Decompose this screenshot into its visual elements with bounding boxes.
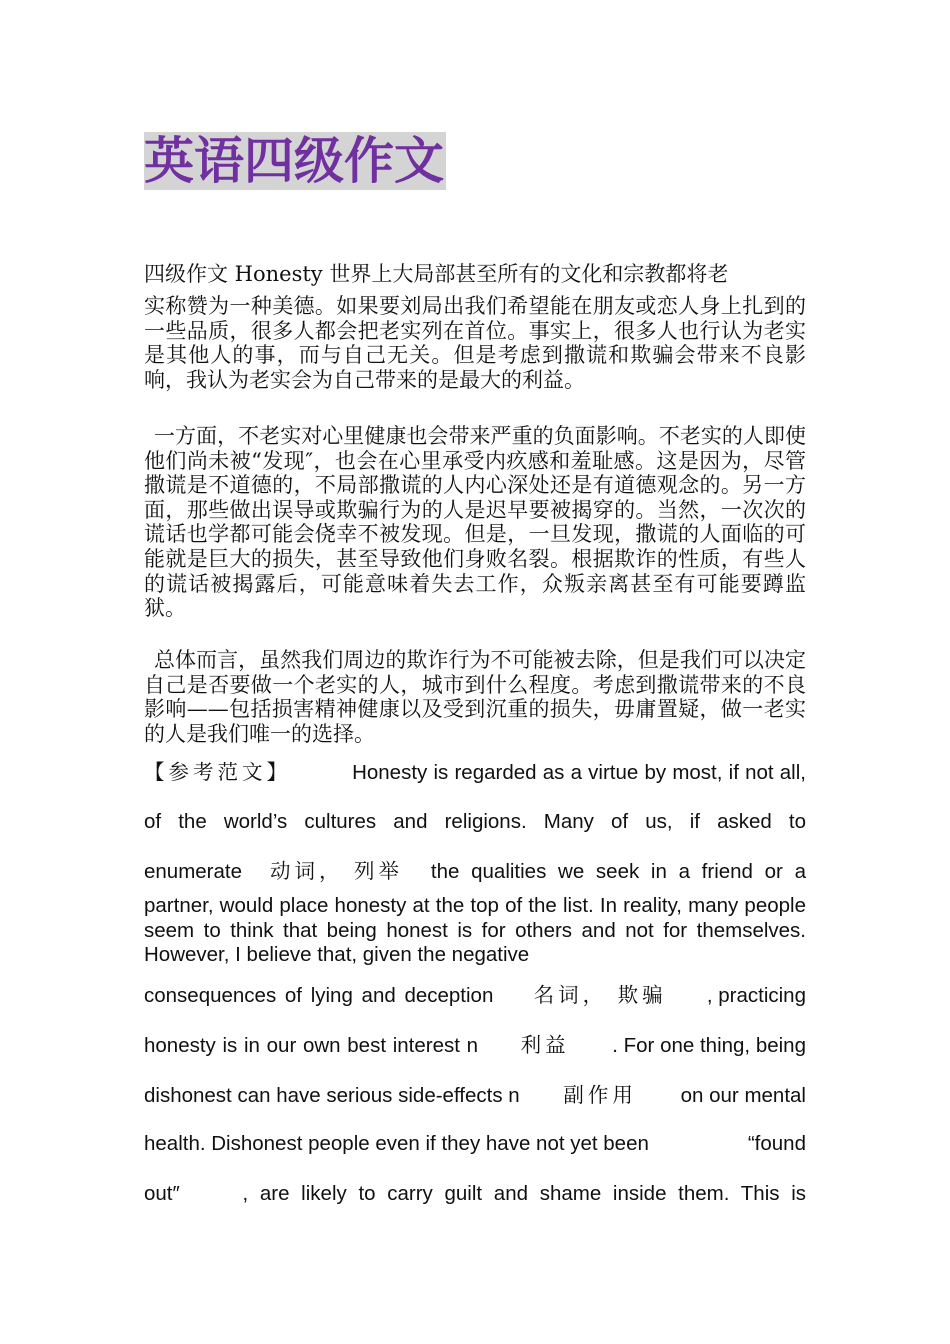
english-line-11-b: , are likely to carry guilt and shame inside them. This is xyxy=(242,1182,806,1205)
english-line-8 xyxy=(144,1033,806,1058)
chinese-paragraph-1: 实称赞为一种美德。如果要刘局出我们希望能在朋友或恋人身上扎到的一些品质，很多人都会把老实列在首位。事实上，很多人也行认为老实是其他人的事，而与自己无关。但是考虑到撒谎和欺骗会带来不良影响，我认为老实会为自己带来的是最大的利益。 xyxy=(144,294,806,392)
gloss-enumerate: 动词， 列举 xyxy=(269,859,403,883)
english-line-3 xyxy=(144,859,806,884)
english-line-2: of the world’s cultures and religions. Many of us, if asked to xyxy=(144,810,806,833)
english-block-1: partner, would place honesty at the top of the list. In reality, many people seem to think that being honest is for others and not for themselves. However, I believe that, given the negative xyxy=(144,894,806,967)
chinese-first-line: 四级作文 Honesty 世界上大局部甚至所有的文化和宗教都将老 xyxy=(144,262,729,286)
document-title: 英语四级作文 xyxy=(144,132,444,190)
english-line-9-a: dishonest can have serious side-effects n xyxy=(144,1084,520,1107)
english-line-9 xyxy=(144,1083,806,1108)
english-line-8-a: honesty is in our own best interest n xyxy=(144,1034,479,1057)
english-line-10-a: health. Dishonest people even if they have not yet been xyxy=(144,1132,649,1155)
gloss-deception: 名词， 欺骗 xyxy=(533,983,667,1007)
english-line-7-a: consequences of lying and deception xyxy=(144,984,494,1007)
chinese-paragraph-3: 总体而言，虽然我们周边的欺诈行为不可能被去除，但是我们可以决定自己是否要做一个老实的人，城市到什么程度。考虑到撒谎带来的不良影响——包括损害精神健康以及受到沉重的损失，毋庸置疑，做一老实的人是我们唯一的选择。 xyxy=(144,648,806,746)
english-line-1-text: Honesty is regarded as a virtue by most, if not all, xyxy=(352,761,806,784)
english-line-7-b: , practicing xyxy=(706,984,806,1007)
english-line-1 xyxy=(144,760,806,785)
reference-label: 【参考范文】 xyxy=(144,760,291,784)
english-line-11-a: out″ xyxy=(144,1182,180,1205)
english-line-10 xyxy=(144,1132,806,1156)
title-container xyxy=(144,132,446,190)
english-line-7 xyxy=(144,983,806,1008)
english-line-10-b: “found xyxy=(747,1132,806,1155)
english-line-9-b: on our mental xyxy=(680,1084,806,1107)
english-line-3-b: the qualities we seek in a friend or a xyxy=(430,860,806,883)
gloss-interest: 利益 xyxy=(520,1033,570,1057)
gloss-side-effects: 副作用 xyxy=(563,1083,637,1107)
chinese-paragraph-2: 一方面，不老实对心里健康也会带来严重的负面影响。不老实的人即使他们尚未被“发现″，也会在心里承受内疚感和羞耻感。这是因为，尽管撒谎是不道德的，不局部撒谎的人内心深处还是有道德观念的。另一方面，那些做出误导或欺骗行为的人是迟早要被揭穿的。当然，一次次的谎话也学都可能会侥幸不被发现。但是，一旦发现，撒谎的人面临的可能就是巨大的损失，甚至导致他们身败名裂。根据欺诈的性质，有些人的谎话被揭露后，可能意味着失去工作，众叛亲离甚至有可能要蹲监狱。 xyxy=(144,424,806,621)
english-line-3-a: enumerate xyxy=(144,860,243,883)
english-line-8-b: . For one thing, being xyxy=(612,1034,806,1057)
english-line-11 xyxy=(144,1182,806,1206)
